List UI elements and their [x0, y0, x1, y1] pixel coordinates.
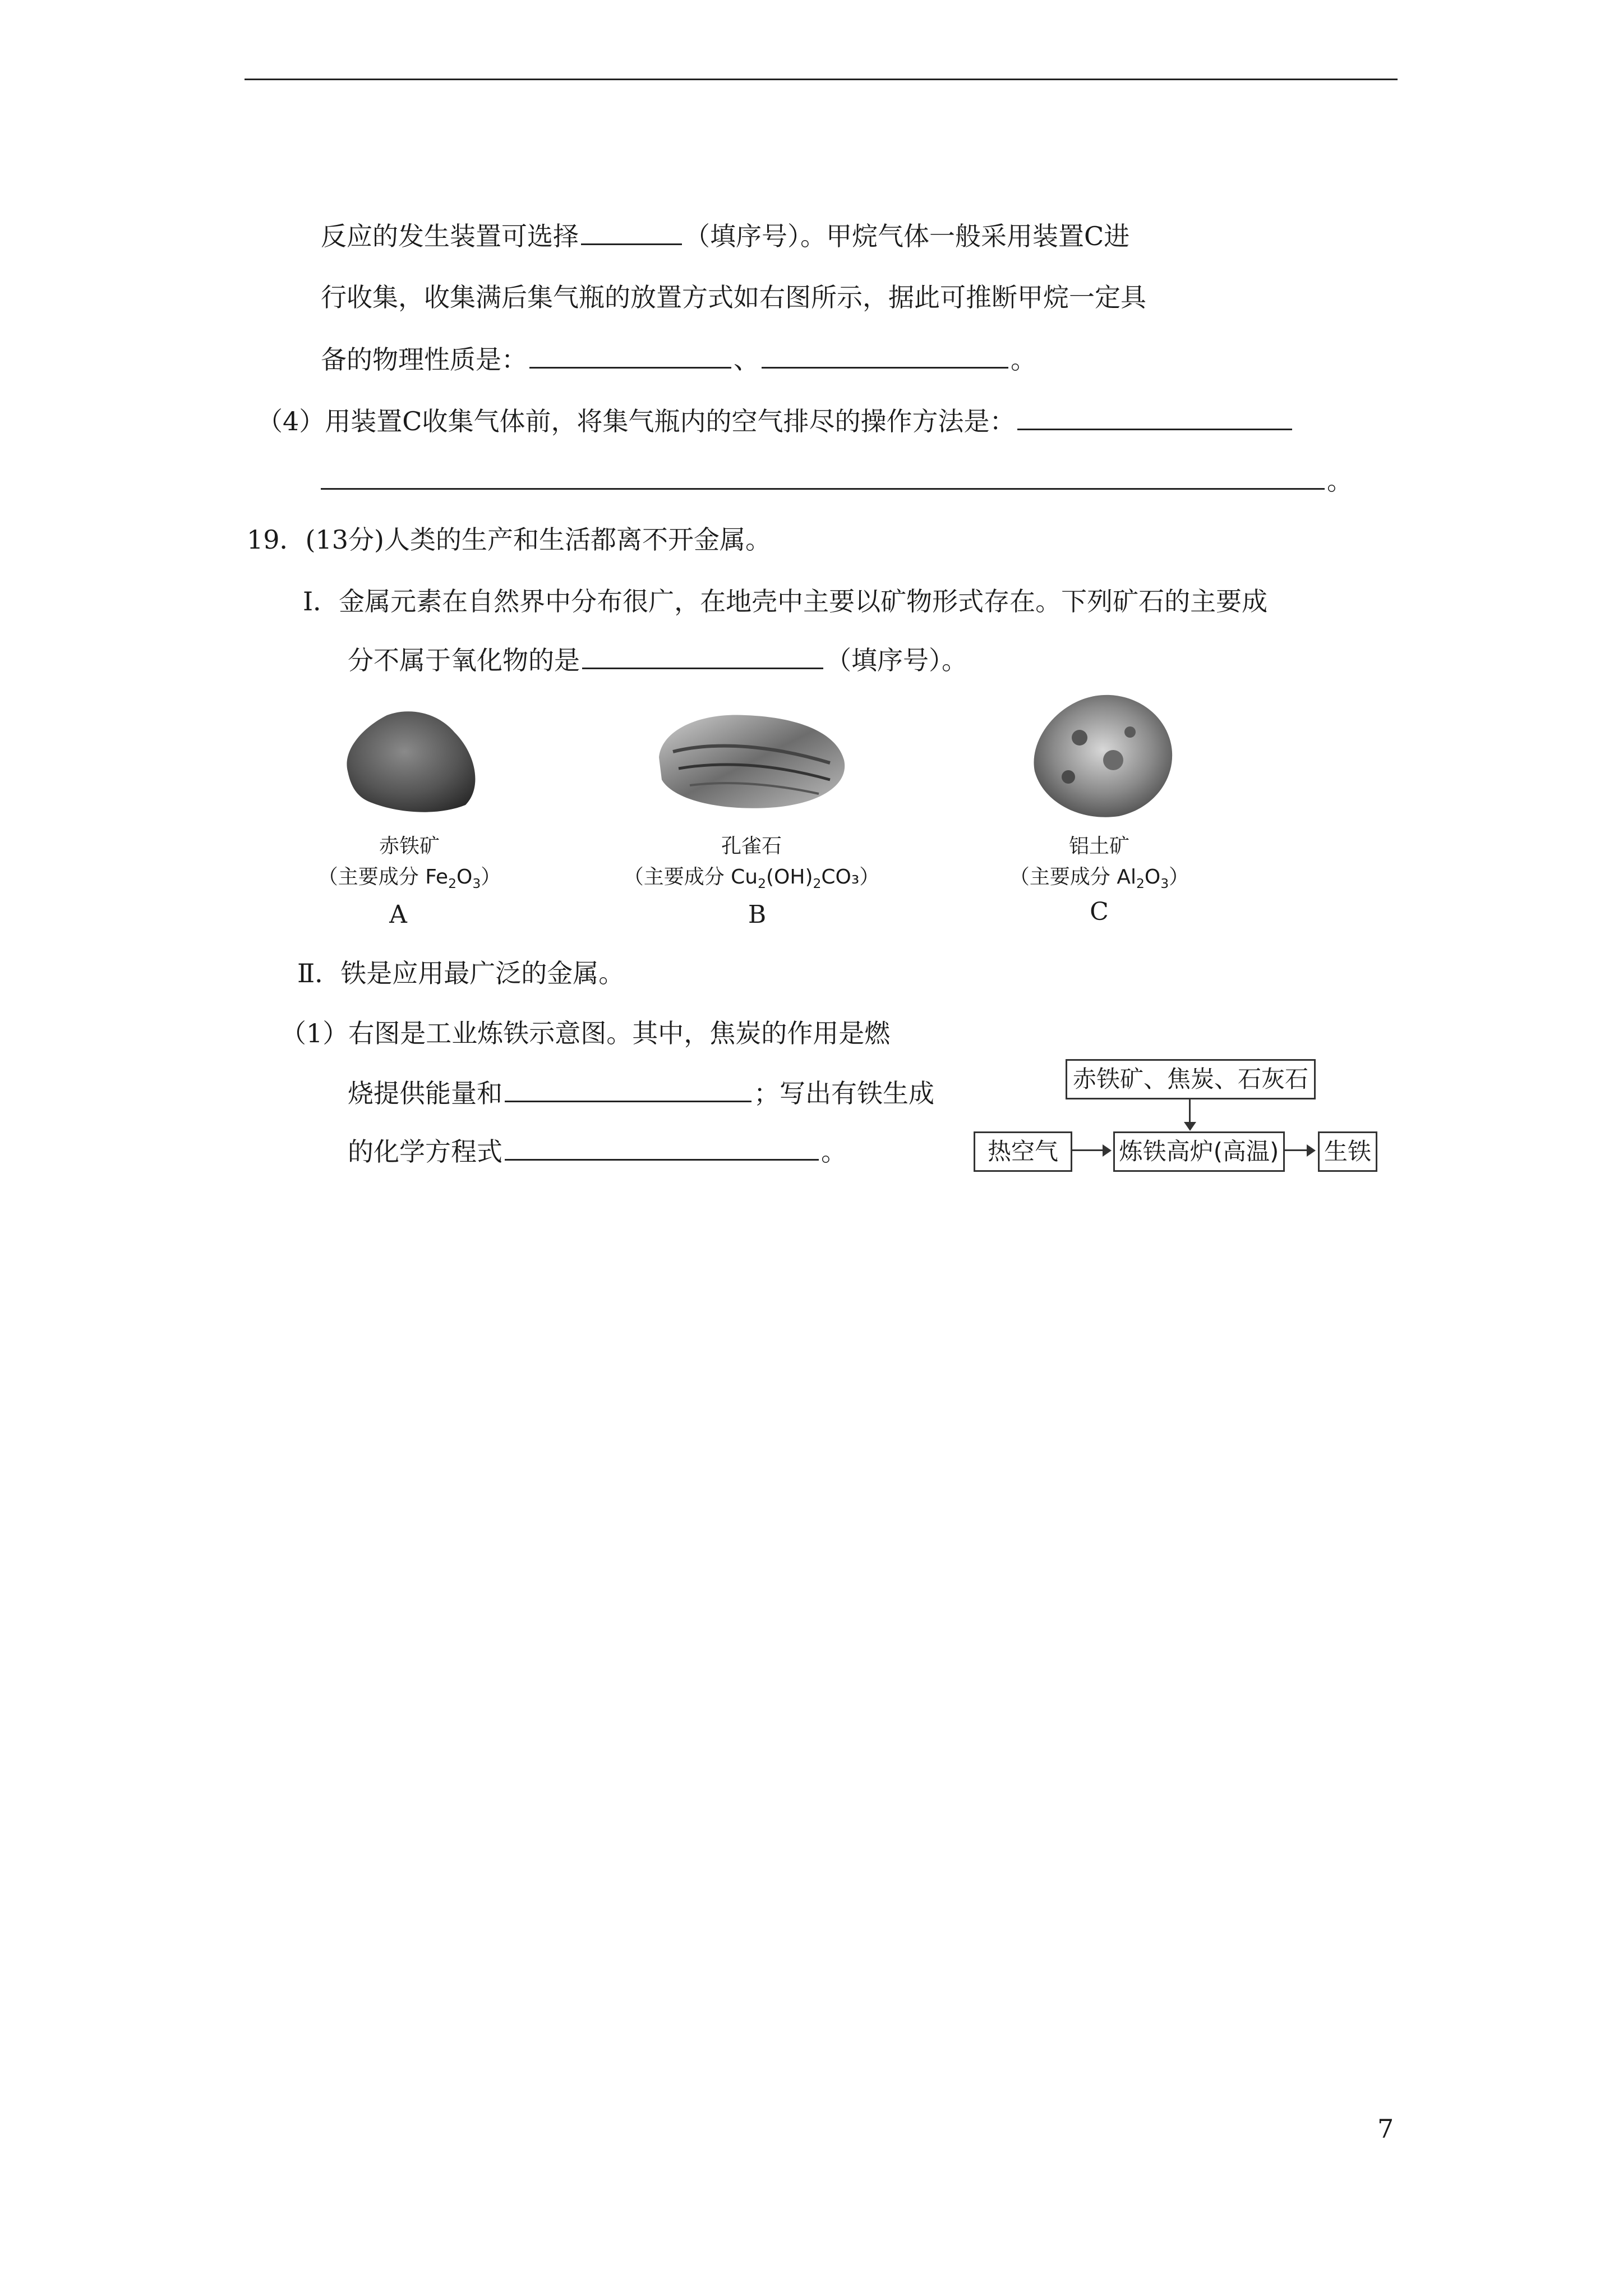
page-number: 7	[1377, 2114, 1394, 2144]
q19-sub1-line3: 的化学方程式 。	[348, 1134, 847, 1168]
answer-blank[interactable]	[762, 342, 1008, 369]
diagram-arrow-right-shaft-1	[1072, 1149, 1106, 1151]
mineral-a-name: 赤铁矿	[379, 835, 440, 858]
header-rule	[245, 79, 1398, 80]
mineral-b-formula: （主要成分 $Cu_2(OH)_2CO_3$）	[623, 866, 880, 892]
diagram-left-box: 热空气	[974, 1131, 1072, 1172]
q18-part4-line2: 。	[321, 463, 1353, 498]
mineral-malachite-image	[651, 707, 852, 813]
option-c-label: C	[1090, 898, 1109, 926]
answer-blank[interactable]	[505, 1076, 751, 1102]
answer-blank[interactable]	[1017, 404, 1292, 430]
option-b-label: B	[748, 900, 767, 929]
arrow-right-icon	[1307, 1144, 1316, 1157]
diagram-top-box: 赤铁矿、焦炭、石灰石	[1066, 1059, 1316, 1099]
q18-line1: 反应的发生装置可选择 （填序号）。甲烷气体一般采用装置C进	[321, 219, 1129, 253]
mineral-b-name: 孔雀石	[721, 835, 782, 858]
answer-blank[interactable]	[582, 643, 823, 669]
diagram-right-box: 生铁	[1318, 1131, 1377, 1172]
q18-part4: （4）用装置C收集气体前，将集气瓶内的空气排尽的操作方法是：	[257, 404, 1294, 438]
diagram-mid-box: 炼铁高炉(高温)	[1113, 1131, 1285, 1172]
mineral-c-name: 铝土矿	[1068, 835, 1129, 858]
option-a-label: A	[389, 900, 407, 929]
q18-line2: 行收集，收集满后集气瓶的放置方式如右图所示，据此可推断甲烷一定具	[321, 282, 1146, 312]
arrow-down-icon	[1184, 1122, 1196, 1131]
answer-blank[interactable]	[529, 342, 731, 369]
arrow-right-icon	[1103, 1144, 1112, 1157]
q19-sub1-line2: 烧提供能量和 ；写出有铁生成	[348, 1076, 934, 1110]
q18-line3: 备的物理性质是： 、 。	[321, 342, 1036, 376]
answer-blank[interactable]	[321, 463, 1325, 490]
answer-blank[interactable]	[581, 219, 682, 245]
mineral-a-formula: （主要成分 $Fe_2O_3$）	[317, 866, 501, 892]
answer-blank[interactable]	[505, 1134, 819, 1161]
q19-sub1-line1: （1）右图是工业炼铁示意图。其中，焦炭的作用是燃	[280, 1018, 891, 1048]
mineral-hematite-image	[325, 704, 494, 816]
q19-part1-line2: 分不属于氧化物的是 （填序号）。	[348, 643, 967, 677]
q19-part1-line1: Ⅰ．金属元素在自然界中分布很广，在地壳中主要以矿物形式存在。下列矿石的主要成	[303, 586, 1268, 616]
q19-stem: 19．(13分)人类的生产和生活都离不开金属。	[247, 524, 771, 555]
mineral-bauxite-image	[1018, 687, 1181, 822]
mineral-c-formula: （主要成分 $Al_2O_3$）	[1009, 866, 1189, 892]
q19-part2: Ⅱ．铁是应用最广泛的金属。	[297, 958, 625, 988]
